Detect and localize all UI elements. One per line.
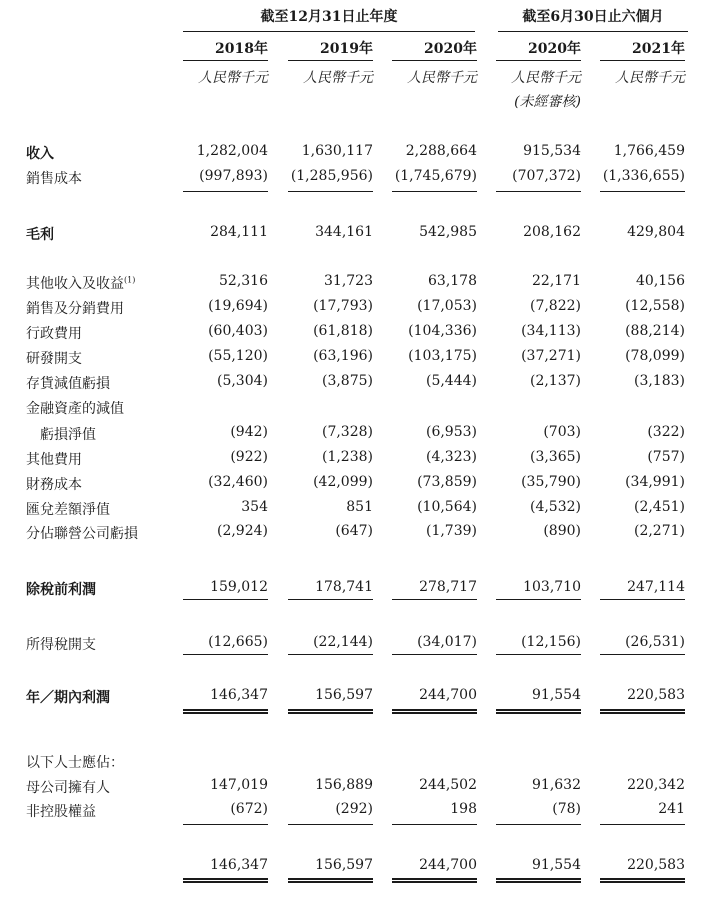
group-header-six-months: 截至6月30日止六個月	[522, 9, 664, 25]
subtotal-rule	[600, 824, 685, 825]
row-label-inventory-impairment: 存貨減值虧損	[26, 376, 110, 392]
unit-label: 人民幣千元	[407, 70, 477, 86]
value-cell: (88,214)	[625, 323, 685, 339]
value-cell: 429,804	[627, 224, 685, 240]
subtotal-rule	[496, 191, 581, 192]
subtotal-rule	[600, 599, 685, 600]
value-cell: 220,583	[627, 687, 685, 703]
value-cell: (60,403)	[208, 323, 268, 339]
value-cell: 178,741	[315, 579, 373, 595]
value-cell: (942)	[230, 424, 268, 440]
subtotal-rule	[288, 654, 373, 655]
unit-label: 人民幣千元	[615, 70, 685, 86]
value-cell: 241	[658, 801, 685, 817]
value-cell: (2,451)	[633, 499, 685, 515]
value-cell: 208,162	[523, 224, 581, 240]
value-cell: (5,444)	[425, 373, 477, 389]
value-cell: 40,156	[636, 273, 685, 289]
group-header-year-ended: 截至12月31日止年度	[260, 9, 398, 25]
value-cell: 1,282,004	[196, 143, 268, 159]
value-cell: (4,323)	[425, 449, 477, 465]
total-double-rule	[600, 878, 685, 883]
value-cell: (12,156)	[521, 634, 581, 650]
value-cell: 159,012	[210, 579, 268, 595]
value-cell: (703)	[543, 424, 581, 440]
value-cell: (1,745,679)	[394, 168, 477, 184]
value-cell: 354	[241, 499, 268, 515]
value-cell: 156,597	[315, 857, 373, 873]
value-cell: (1,739)	[425, 523, 477, 539]
subtotal-rule	[600, 191, 685, 192]
year-header: 2020年	[528, 41, 581, 57]
subtotal-rule	[183, 599, 268, 600]
total-double-rule	[600, 709, 685, 714]
value-cell: 220,583	[627, 857, 685, 873]
value-cell: 1,766,459	[613, 143, 685, 159]
value-cell: (37,271)	[521, 348, 581, 364]
value-cell: (7,822)	[529, 298, 581, 314]
value-cell: 198	[450, 801, 477, 817]
value-cell: 146,347	[210, 687, 268, 703]
footnote-marker: (1)	[124, 275, 136, 285]
value-cell: (22,144)	[313, 634, 373, 650]
total-double-rule	[183, 709, 268, 714]
subtotal-rule	[496, 824, 581, 825]
total-double-rule	[392, 709, 477, 714]
row-label-non-controlling: 非控股權益	[26, 804, 96, 820]
value-cell: 344,161	[315, 224, 373, 240]
value-cell: 542,985	[419, 224, 477, 240]
value-cell: (34,113)	[521, 323, 581, 339]
value-cell: (3,365)	[529, 449, 581, 465]
value-cell: (78,099)	[625, 348, 685, 364]
value-cell: (34,017)	[417, 634, 477, 650]
value-cell: (32,460)	[208, 474, 268, 490]
value-cell: 156,597	[315, 687, 373, 703]
value-cell: 146,347	[210, 857, 268, 873]
row-label-impairment-net: 虧損淨值	[40, 427, 96, 443]
row-label-owners-of-parent: 母公司擁有人	[26, 780, 110, 796]
value-cell: (647)	[335, 523, 373, 539]
row-label-revenue: 收入	[26, 146, 54, 162]
value-cell: (63,196)	[313, 348, 373, 364]
row-label-fx-differences: 匯兌差額淨值	[26, 502, 110, 518]
value-cell: (73,859)	[417, 474, 477, 490]
year-header: 2020年	[424, 41, 477, 57]
value-cell: (42,099)	[313, 474, 373, 490]
row-label-attributable-to: 以下人士應佔：	[26, 755, 124, 771]
total-double-rule	[496, 878, 581, 883]
value-cell: 31,723	[324, 273, 373, 289]
value-cell: 52,316	[219, 273, 268, 289]
value-cell: 244,502	[419, 777, 477, 793]
value-cell: (78)	[552, 801, 581, 817]
unit-label: 人民幣千元	[198, 70, 268, 86]
value-cell: 244,700	[419, 687, 477, 703]
row-label-admin-expenses: 行政費用	[26, 326, 82, 342]
unaudited-label: (未經審核)	[514, 94, 581, 110]
value-cell: (1,238)	[321, 449, 373, 465]
subtotal-rule	[183, 191, 268, 192]
subtotal-rule	[496, 654, 581, 655]
value-cell: (26,531)	[625, 634, 685, 650]
value-cell: 91,554	[532, 687, 581, 703]
subtotal-rule	[392, 654, 477, 655]
row-label-rnd-expenses: 研發開支	[26, 351, 82, 367]
value-cell: (12,558)	[625, 298, 685, 314]
value-cell: (322)	[647, 424, 685, 440]
unit-label: 人民幣千元	[511, 70, 581, 86]
row-label-financial-asset-impairment: 金融資產的減值	[26, 401, 124, 417]
subtotal-rule	[183, 654, 268, 655]
value-cell: (34,991)	[625, 474, 685, 490]
subtotal-rule	[288, 599, 373, 600]
value-cell: 147,019	[210, 777, 268, 793]
subtotal-rule	[288, 191, 373, 192]
value-cell: (35,790)	[521, 474, 581, 490]
subtotal-rule	[600, 654, 685, 655]
total-double-rule	[288, 878, 373, 883]
value-cell: (10,564)	[417, 499, 477, 515]
value-cell: (922)	[230, 449, 268, 465]
year-header-rule	[600, 60, 685, 61]
value-cell: (890)	[543, 523, 581, 539]
value-cell: (12,665)	[208, 634, 268, 650]
total-double-rule	[183, 878, 268, 883]
value-cell: 244,700	[419, 857, 477, 873]
value-cell: 156,889	[315, 777, 373, 793]
total-double-rule	[288, 709, 373, 714]
value-cell: (6,953)	[425, 424, 477, 440]
value-cell: 22,171	[532, 273, 581, 289]
value-cell: 91,554	[532, 857, 581, 873]
value-cell: (3,875)	[321, 373, 373, 389]
value-cell: (707,372)	[512, 168, 581, 184]
year-header-rule	[496, 60, 581, 61]
subtotal-rule	[392, 599, 477, 600]
value-cell: 2,288,664	[405, 143, 477, 159]
row-label-cost-of-sales: 銷售成本	[26, 171, 82, 187]
value-cell: (19,694)	[208, 298, 268, 314]
value-cell: (2,271)	[633, 523, 685, 539]
row-label-profit-for-period: 年／期內利潤	[26, 690, 110, 706]
row-label-selling-expenses: 銷售及分銷費用	[26, 301, 124, 317]
value-cell: (997,893)	[199, 168, 268, 184]
value-cell: (4,532)	[529, 499, 581, 515]
value-cell: (103,175)	[408, 348, 477, 364]
value-cell: (17,793)	[313, 298, 373, 314]
row-label-other-expenses: 其他費用	[26, 452, 82, 468]
subtotal-rule	[392, 191, 477, 192]
row-label-profit-before-tax: 除稅前利潤	[26, 582, 96, 598]
group-header-rule	[183, 31, 475, 32]
value-cell: 103,710	[523, 579, 581, 595]
value-cell: (1,336,655)	[602, 168, 685, 184]
value-cell: (1,285,956)	[290, 168, 373, 184]
year-header-rule	[183, 60, 268, 61]
total-double-rule	[392, 878, 477, 883]
subtotal-rule	[288, 824, 373, 825]
value-cell: (2,924)	[216, 523, 268, 539]
row-label-other-income: 其他收入及收益$^{(1)}$	[26, 275, 136, 292]
value-cell: 851	[346, 499, 373, 515]
total-double-rule	[496, 709, 581, 714]
unit-label: 人民幣千元	[303, 70, 373, 86]
row-label-gross-profit: 毛利	[26, 227, 54, 243]
value-cell: (5,304)	[216, 373, 268, 389]
group-header-rule	[498, 31, 688, 32]
value-cell: 91,632	[532, 777, 581, 793]
row-label-finance-costs: 財務成本	[26, 477, 82, 493]
year-header: 2021年	[632, 41, 685, 57]
value-cell: 247,114	[627, 579, 685, 595]
value-cell: (292)	[335, 801, 373, 817]
value-cell: (55,120)	[208, 348, 268, 364]
value-cell: 220,342	[627, 777, 685, 793]
subtotal-rule	[183, 824, 268, 825]
value-cell: 63,178	[428, 273, 477, 289]
year-header-rule	[288, 60, 373, 61]
year-header: 2019年	[320, 41, 373, 57]
value-cell: (104,336)	[408, 323, 477, 339]
value-cell: (2,137)	[529, 373, 581, 389]
subtotal-rule	[392, 824, 477, 825]
value-cell: (7,328)	[321, 424, 373, 440]
value-cell: 284,111	[210, 224, 268, 240]
year-header-rule	[392, 60, 477, 61]
value-cell: 278,717	[419, 579, 477, 595]
value-cell: (757)	[647, 449, 685, 465]
value-cell: 915,534	[523, 143, 581, 159]
subtotal-rule	[496, 599, 581, 600]
value-cell: (17,053)	[417, 298, 477, 314]
value-cell: (61,818)	[313, 323, 373, 339]
row-label-income-tax: 所得稅開支	[26, 637, 96, 653]
year-header: 2018年	[215, 41, 268, 57]
value-cell: (672)	[230, 801, 268, 817]
row-label-share-of-associates: 分佔聯營公司虧損	[26, 526, 138, 542]
value-cell: (3,183)	[633, 373, 685, 389]
value-cell: 1,630,117	[301, 143, 373, 159]
